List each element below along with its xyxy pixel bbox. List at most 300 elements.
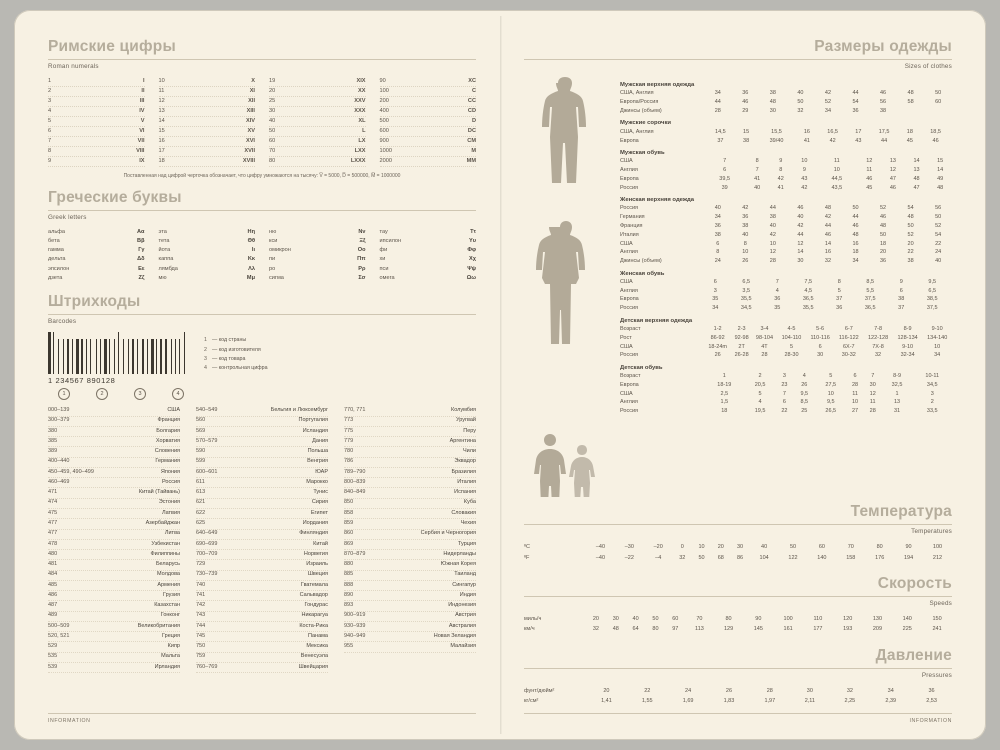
callout-circle: 2 bbox=[96, 388, 108, 400]
table-row bbox=[620, 183, 952, 192]
table-row bbox=[48, 87, 145, 97]
table-row bbox=[380, 107, 477, 117]
size-value: 40 bbox=[769, 222, 776, 229]
size-value: 7,5 bbox=[804, 278, 813, 285]
size-value: 23 bbox=[781, 381, 788, 388]
size-value: 6-7 bbox=[844, 326, 853, 333]
size-value: 4 bbox=[775, 287, 779, 294]
value-cell: 32 bbox=[592, 626, 599, 633]
size-value: 48 bbox=[852, 231, 859, 238]
size-value: 37 bbox=[898, 305, 905, 312]
clothes-size-table bbox=[620, 89, 952, 115]
code-country: ЮАР bbox=[315, 468, 328, 475]
row-label: Европа/Россия bbox=[620, 99, 659, 106]
barcode-bar bbox=[98, 339, 100, 374]
size-value: 34 bbox=[712, 305, 719, 312]
table-row bbox=[48, 488, 180, 498]
code-range: 611 bbox=[196, 478, 205, 485]
code-country: Чехия bbox=[460, 520, 476, 526]
row-label: Россия bbox=[620, 305, 639, 312]
size-value: 42 bbox=[797, 222, 804, 229]
table-row bbox=[344, 519, 476, 529]
list-item bbox=[380, 237, 477, 246]
value-cell: –4 bbox=[655, 554, 662, 561]
code-range: 569 bbox=[196, 427, 206, 434]
size-value: 44 bbox=[824, 222, 832, 229]
country-code-column bbox=[196, 406, 328, 673]
code-range: 743 bbox=[196, 612, 206, 619]
code-country: Уругвай bbox=[456, 417, 476, 424]
code-country: Швейцария bbox=[298, 663, 328, 670]
code-country: Хорватия bbox=[155, 437, 180, 444]
table-row bbox=[620, 398, 952, 407]
value-cell: 130 bbox=[872, 615, 883, 622]
greek-name: хи bbox=[379, 256, 386, 263]
table-row bbox=[344, 642, 476, 652]
size-value: 3 bbox=[930, 390, 934, 397]
value-cell: 80 bbox=[725, 615, 732, 622]
roman-symbol: XVII bbox=[244, 147, 255, 154]
size-value: 48 bbox=[937, 184, 944, 191]
barcode-digits: 1 234567 890128 bbox=[48, 376, 116, 386]
greek-name: дзета bbox=[48, 274, 63, 281]
row-label: Франция bbox=[620, 222, 643, 229]
barcode-bar bbox=[175, 339, 177, 374]
barcode-bar bbox=[65, 339, 66, 374]
value-cell: 2,11 bbox=[804, 698, 815, 705]
table-row bbox=[48, 468, 180, 478]
size-value: 42 bbox=[824, 90, 832, 97]
size-value: 40 bbox=[797, 214, 804, 221]
greek-name: кси bbox=[269, 237, 278, 244]
table-row bbox=[196, 458, 328, 468]
roman-symbol: XIV bbox=[245, 117, 255, 124]
size-value: 11 bbox=[852, 390, 858, 397]
value-cell: 10 bbox=[698, 544, 705, 551]
code-range: 940–949 bbox=[344, 632, 366, 639]
code-country: Перу bbox=[463, 427, 476, 434]
roman-symbol: VIII bbox=[136, 147, 145, 154]
size-value: 32 bbox=[824, 258, 832, 265]
roman-symbol: XL bbox=[358, 117, 366, 124]
greek-column bbox=[380, 228, 477, 283]
code-country: Гватемала bbox=[300, 581, 328, 588]
table-row bbox=[196, 550, 328, 560]
size-value: 5-6 bbox=[816, 326, 825, 333]
barcode-bar bbox=[165, 339, 168, 374]
barcode-bar bbox=[104, 339, 107, 374]
table-row bbox=[269, 97, 366, 107]
roman-symbol: DC bbox=[467, 127, 476, 134]
code-range: 786 bbox=[344, 458, 354, 465]
value-cell: 28 bbox=[766, 687, 773, 694]
table-row bbox=[48, 147, 145, 157]
table-row bbox=[48, 458, 180, 468]
code-range: 485 bbox=[48, 581, 58, 588]
barcode-bar bbox=[53, 332, 54, 374]
code-country: Сальвадор bbox=[299, 591, 328, 598]
roman-arabic: 3 bbox=[48, 97, 52, 104]
value-cell: 30 bbox=[806, 687, 813, 694]
code-country: Дания bbox=[312, 437, 328, 444]
table-row bbox=[269, 107, 366, 117]
table-row bbox=[344, 632, 476, 642]
barcode-bar bbox=[63, 339, 64, 374]
size-value: 9,5 bbox=[826, 399, 835, 406]
roman-arabic: 40 bbox=[269, 117, 276, 124]
page-spread bbox=[14, 10, 986, 740]
table-row bbox=[620, 351, 952, 360]
temperature-heading: Температура bbox=[524, 503, 952, 525]
code-country: Франция bbox=[157, 417, 180, 424]
roman-arabic: 4 bbox=[48, 107, 52, 114]
code-range: 475 bbox=[48, 509, 58, 516]
size-value: 28 bbox=[869, 408, 876, 415]
code-range: 471 bbox=[48, 489, 58, 496]
country-code-column bbox=[344, 406, 476, 673]
clothes-group-title: Мужская верхняя одежда bbox=[620, 82, 695, 88]
row-label: США bbox=[620, 240, 633, 247]
size-value: 26 bbox=[714, 352, 721, 359]
greek-glyph: Ρρ bbox=[358, 265, 366, 272]
list-item bbox=[204, 364, 268, 373]
size-value: 24 bbox=[935, 249, 942, 256]
code-country: Куба bbox=[463, 499, 476, 506]
code-country: Финляндия bbox=[299, 530, 328, 537]
table-row bbox=[48, 137, 145, 147]
code-country: Турция bbox=[458, 540, 476, 547]
size-value: 48 bbox=[913, 175, 920, 182]
row-label: Англия bbox=[620, 249, 638, 256]
value-cell: 209 bbox=[872, 626, 883, 633]
table-row bbox=[269, 157, 366, 167]
size-value: 46 bbox=[879, 214, 887, 221]
table-row bbox=[620, 157, 952, 166]
greek-glyph: Ωω bbox=[466, 274, 476, 281]
code-country: Великобритания bbox=[137, 622, 180, 629]
roman-symbol: L bbox=[362, 127, 366, 134]
value-cell: 241 bbox=[932, 626, 942, 633]
roman-arabic: 8 bbox=[48, 147, 52, 154]
value-cell: 40 bbox=[632, 615, 639, 622]
table-row bbox=[159, 77, 256, 87]
greek-name: дельта bbox=[48, 256, 66, 263]
value-cell: 104 bbox=[759, 554, 769, 561]
value-cell: 140 bbox=[817, 554, 827, 561]
table-row bbox=[620, 389, 952, 398]
size-value: 32 bbox=[874, 352, 882, 359]
size-value: 14 bbox=[913, 158, 920, 165]
code-country: Исландия bbox=[302, 427, 328, 434]
roman-symbol: XXX bbox=[354, 107, 366, 114]
code-country: Словения bbox=[154, 448, 180, 455]
barcode-bar bbox=[130, 339, 131, 374]
greek-column bbox=[159, 228, 256, 283]
value-cell: 1,55 bbox=[641, 698, 653, 705]
size-value: 42 bbox=[769, 231, 776, 238]
code-country: Индонезия bbox=[448, 602, 476, 609]
code-country: Бразилия bbox=[451, 468, 476, 475]
table-row bbox=[380, 147, 477, 157]
code-range: 775 bbox=[344, 427, 354, 434]
list-item bbox=[48, 274, 145, 283]
roman-symbol: II bbox=[141, 87, 145, 94]
barcode-bar bbox=[148, 339, 150, 374]
row-label: Англия bbox=[620, 399, 638, 406]
value-cell: 2,39 bbox=[885, 698, 897, 705]
size-value: 9 bbox=[802, 167, 806, 174]
size-value: 50 bbox=[879, 231, 887, 238]
code-range: 744 bbox=[196, 622, 206, 629]
row-label: Джинсы (объем) bbox=[620, 258, 662, 265]
size-value: 54 bbox=[935, 231, 942, 238]
size-value: 20 bbox=[907, 240, 914, 247]
table-row bbox=[196, 642, 328, 652]
code-range: 478 bbox=[48, 540, 58, 547]
size-value: 8 bbox=[755, 158, 759, 165]
code-range: 520, 521 bbox=[48, 632, 70, 639]
roman-arabic: 1000 bbox=[379, 147, 392, 154]
size-value: 36,5 bbox=[864, 305, 876, 312]
table-row bbox=[159, 157, 256, 167]
code-range: 900–919 bbox=[344, 612, 366, 619]
row-label: Европа bbox=[620, 175, 639, 182]
barcode-illustration bbox=[48, 332, 476, 400]
roman-symbol: CD bbox=[467, 107, 476, 114]
size-value: 8,5 bbox=[866, 278, 875, 285]
size-value: 16 bbox=[824, 249, 832, 256]
list-item bbox=[269, 274, 366, 283]
row-label: Европа bbox=[620, 137, 639, 144]
roman-symbol: M bbox=[471, 147, 476, 154]
barcode-bar bbox=[128, 339, 129, 374]
barcode-bar bbox=[135, 339, 136, 374]
size-value: 16,5 bbox=[827, 128, 838, 135]
table-row bbox=[48, 509, 180, 519]
barcode-bar bbox=[96, 339, 97, 374]
code-range: 700–709 bbox=[196, 550, 218, 557]
size-value: 43,5 bbox=[831, 184, 843, 191]
code-country: Узбекистан bbox=[151, 540, 180, 547]
size-value: 60 bbox=[935, 99, 942, 106]
size-value: 18-19 bbox=[717, 381, 732, 388]
roman-arabic: 100 bbox=[379, 87, 389, 94]
legend-label: — контрольная цифра bbox=[212, 365, 268, 372]
roman-symbol: C bbox=[471, 87, 476, 94]
size-value: 10 bbox=[833, 167, 840, 174]
table-row bbox=[344, 499, 476, 509]
greek-name: йота bbox=[158, 247, 171, 254]
code-range: 450–459, 490–499 bbox=[48, 468, 94, 475]
row-label: Россия bbox=[620, 205, 639, 212]
code-country: Италия bbox=[457, 478, 476, 485]
table-row bbox=[196, 560, 328, 570]
size-value: 7 bbox=[723, 158, 727, 165]
barcodes-heading: Штрихкоды bbox=[48, 293, 476, 315]
greek-name: эта bbox=[158, 228, 167, 235]
table-row bbox=[48, 97, 145, 107]
table-row bbox=[48, 519, 180, 529]
size-value: 10 bbox=[852, 399, 859, 406]
size-value: 5 bbox=[829, 373, 833, 380]
size-value: 56 bbox=[935, 205, 942, 212]
code-range: 893 bbox=[344, 602, 354, 609]
roman-arabic: 2 bbox=[48, 87, 52, 94]
table-row bbox=[620, 333, 952, 342]
size-value: 44 bbox=[852, 90, 859, 97]
greek-glyph: Θθ bbox=[247, 237, 255, 244]
clothes-tables bbox=[620, 77, 952, 497]
size-value: 7 bbox=[871, 373, 875, 380]
value-cell: 90 bbox=[755, 615, 762, 622]
list-item bbox=[269, 256, 366, 265]
size-value: 38 bbox=[714, 231, 721, 238]
size-value: 34,5 bbox=[926, 381, 938, 388]
code-country: Гондурас bbox=[304, 602, 328, 609]
code-range: 600–601 bbox=[196, 468, 218, 475]
roman-arabic: 19 bbox=[269, 77, 276, 84]
barcode-bar bbox=[116, 332, 117, 374]
value-cell: –40 bbox=[595, 554, 606, 561]
value-cell: 86 bbox=[736, 554, 744, 561]
roman-arabic: 18 bbox=[158, 157, 165, 164]
code-country: Азербайджан bbox=[145, 520, 180, 526]
value-cell: 20 bbox=[592, 615, 599, 622]
roman-symbol: XXV bbox=[354, 97, 366, 104]
table-row bbox=[48, 406, 180, 416]
table-row bbox=[196, 488, 328, 498]
code-range: 859 bbox=[344, 520, 354, 526]
roman-column bbox=[48, 77, 145, 167]
table-row bbox=[269, 147, 366, 157]
roman-arabic: 2000 bbox=[379, 157, 392, 164]
size-value: 28 bbox=[769, 258, 776, 265]
list-item bbox=[380, 256, 477, 265]
code-country: США bbox=[167, 407, 180, 414]
roman-arabic: 70 bbox=[269, 147, 276, 154]
greek-glyph: Ττ bbox=[470, 228, 476, 235]
table-row bbox=[620, 304, 952, 313]
value-cell: 161 bbox=[783, 626, 793, 633]
row-label: Россия bbox=[620, 352, 639, 359]
table-row bbox=[48, 117, 145, 127]
code-country: Марокко bbox=[306, 478, 328, 485]
code-country: Латвия bbox=[161, 509, 180, 516]
list-item bbox=[159, 265, 256, 274]
row-label: Италия bbox=[620, 231, 639, 238]
size-value: 48 bbox=[907, 214, 914, 221]
footer-left: INFORMATION bbox=[48, 713, 476, 724]
table-row bbox=[620, 127, 952, 136]
code-country: Германия bbox=[155, 458, 180, 465]
size-value: 6 bbox=[716, 240, 720, 247]
size-value: 13 bbox=[893, 399, 901, 406]
code-range: 888 bbox=[344, 581, 354, 588]
table-row bbox=[159, 127, 256, 137]
size-value: 44 bbox=[881, 137, 888, 144]
size-value: 5 bbox=[789, 343, 794, 350]
table-row bbox=[196, 406, 328, 416]
speed-table bbox=[524, 614, 952, 635]
barcode-bar bbox=[70, 339, 72, 374]
greek-name: ипсилон bbox=[379, 237, 402, 244]
clothes-size-table bbox=[620, 204, 952, 265]
table-row bbox=[620, 342, 952, 351]
code-country: Австрия bbox=[455, 612, 476, 619]
code-range: 745 bbox=[196, 632, 206, 639]
table-row bbox=[344, 447, 476, 457]
table-row bbox=[48, 447, 180, 457]
table-row bbox=[620, 107, 952, 116]
code-country: Бельгия и Люксембург bbox=[270, 407, 328, 414]
table-row bbox=[48, 499, 180, 509]
table-row bbox=[620, 278, 952, 287]
code-country: Таиланд bbox=[454, 571, 476, 578]
table-row bbox=[344, 601, 476, 611]
table-row bbox=[48, 157, 145, 167]
barcode-bar bbox=[92, 339, 95, 374]
size-value: 7 bbox=[755, 167, 759, 174]
greek-name: ню bbox=[269, 228, 277, 235]
country-code-table bbox=[48, 406, 476, 673]
legend-index: 1 bbox=[204, 337, 207, 344]
roman-arabic: 15 bbox=[158, 127, 165, 134]
size-value: 40 bbox=[935, 258, 942, 265]
value-cell: 225 bbox=[902, 626, 912, 633]
greek-name: ро bbox=[269, 265, 276, 272]
code-range: 955 bbox=[344, 643, 354, 650]
row-label: США bbox=[620, 158, 633, 165]
size-value: 92-98 bbox=[734, 334, 749, 341]
value-cell: 120 bbox=[843, 615, 853, 622]
temperature-subheading: Temperatures bbox=[911, 528, 952, 535]
code-range: 500–509 bbox=[48, 622, 70, 629]
size-value: 37,5 bbox=[926, 305, 938, 312]
size-value: 116-122 bbox=[838, 334, 859, 341]
value-cell: 1,97 bbox=[764, 698, 776, 705]
size-value: 15 bbox=[937, 158, 944, 165]
row-label: Россия bbox=[620, 184, 639, 191]
size-value: 32 bbox=[797, 107, 804, 114]
size-value: 7X-8 bbox=[872, 343, 884, 350]
table-row bbox=[344, 571, 476, 581]
roman-arabic: 12 bbox=[158, 97, 165, 104]
roman-arabic: 11 bbox=[158, 87, 165, 94]
size-value: 41 bbox=[777, 184, 784, 191]
value-cell: 122 bbox=[788, 554, 798, 561]
value-cell: 30 bbox=[612, 615, 619, 622]
clothes-group-title: Мужские сорочки bbox=[620, 120, 672, 127]
value-cell: 20 bbox=[717, 544, 724, 551]
list-item bbox=[204, 346, 268, 355]
greek-glyph: Κκ bbox=[247, 256, 255, 263]
value-cell: 0 bbox=[680, 544, 684, 551]
code-range: 759 bbox=[196, 653, 206, 660]
row-label: Европа bbox=[620, 296, 639, 303]
table-row bbox=[620, 174, 952, 183]
list-item bbox=[380, 265, 477, 274]
row-label: ºC bbox=[524, 544, 530, 551]
code-country: Иордания bbox=[302, 520, 328, 526]
code-country: Швеция bbox=[307, 571, 328, 578]
value-cell: 145 bbox=[753, 626, 763, 633]
greek-glyph: Μμ bbox=[246, 274, 255, 281]
code-country: Ирландия bbox=[154, 663, 180, 670]
code-range: 300–379 bbox=[48, 417, 70, 424]
value-cell: 80 bbox=[652, 626, 659, 633]
roman-symbol: D bbox=[471, 117, 476, 124]
list-item bbox=[204, 355, 268, 364]
